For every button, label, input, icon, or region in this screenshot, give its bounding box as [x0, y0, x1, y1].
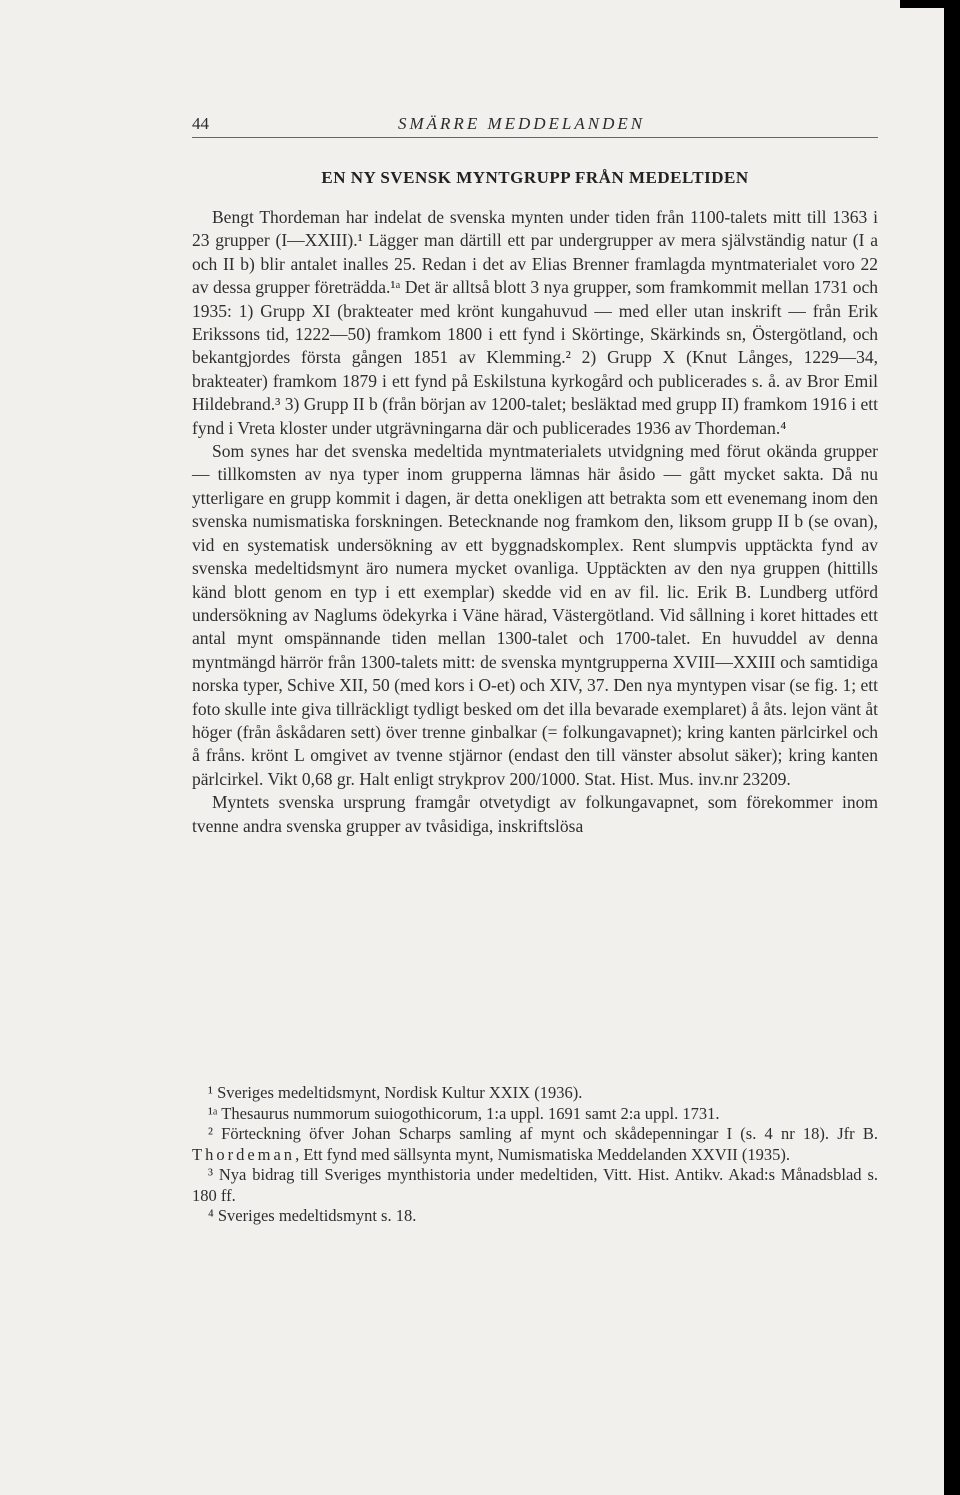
- scan-edge-top: [900, 0, 960, 8]
- footnote-2: [192, 1124, 878, 1165]
- footnote-1a: ¹ᵃ Thesaurus nummorum suiogothicorum, 1:a uppl. 1691 samt 2:a uppl. 1731.: [208, 1103, 720, 1123]
- footnote-2-text: ² Förteckning öfver Johan Scharps samling af mynt och skådepenningar I (s. 4 nr 18). Jfr B.: [208, 1124, 878, 1143]
- page-number: 44: [192, 114, 209, 133]
- article-body: [192, 206, 878, 838]
- article-title: EN NY SVENSK MYNTGRUPP FRÅN MEDELTIDEN: [321, 168, 749, 187]
- footnote-4: ⁴ Sveriges medeltidsmynt s. 18.: [208, 1206, 417, 1225]
- footnote-3: ³ Nya bidrag till Sveriges mynthistoria under medeltiden, Vitt. Hist. Antikv. Akad:s Månadsblad s. 180 ff.: [192, 1165, 878, 1205]
- footnotes: [192, 1083, 878, 1227]
- scan-edge-right: [944, 0, 960, 1495]
- paragraph: Som synes har det svenska medeltida myntmaterialets utvidgning med förut okända grupper — tillkomsten av nya typer inom grupperna lämnas här åsido — gått mycket sakta. Då nu ytterligare en grupp kommit i dagen, är detta onekligen att betrakta som ett evenemang inom den svenska numismatiska forskningen. Betecknande nog framkom den, liksom grupp II b (se ovan), vid en systematisk undersökning av ett byggnadskomplex. Rent slumpvis upptäckta fynd av svenska medeltidsmynt äro numera mycket ovanliga. Upptäckten av den nya gruppen (hittills känd blott genom en typ i ett exemplar) skedde vid en av fil. lic. Erik B. Lundberg utförd undersökning av Naglums ödekyrka i Väne härad, Västergötland. Vid sållning i koret hittades ett antal mynt omspännande tiden mellan 1300-talet och 1700-talet. En huvuddel av denna myntmängd härrör från 1300-talets mitt: de svenska myntgrupperna XVIII—XXIII och samtidiga norska typer, Schive XII, 50 (med kors i O-et) och XIV, 37. Den nya myntypen visar (se fig. 1; ett foto skulle inte giva tillräckligt tydligt besked om det illa bevarade exemplaret) å åts. lejon vänt åt höger (från åskådaren sett) över trenne ginbalkar (= folkungavapnet); kring kanten pärlcirkel och å fråns. krönt L omgivet av tvenne stjärnor (endast den till vänster absolut säker); kring kanten pärlcirkel. Vikt 0,68 gr. Halt enligt strykprov 200/1000. Stat. Hist. Mus. inv.nr 23209.: [192, 441, 878, 789]
- header-rule: [192, 137, 878, 138]
- footnote-2-author: Thordeman: [192, 1144, 296, 1164]
- running-title: SMÄRRE MEDDELANDEN: [398, 114, 646, 133]
- running-head: [192, 108, 878, 132]
- paragraph: Myntets svenska ursprung framgår otvetydigt av folkungavapnet, som förekommer inom tvenne andra svenska grupper av tvåsidiga, inskriftslösa: [192, 792, 878, 836]
- paragraph: Bengt Thordeman har indelat de svenska mynten under tiden från 1100-talets mitt till 1363 i 23 grupper (I—XXIII).¹ Lägger man därtill ett par undergrupper av mera självständig natur (I a och II b) blir antalet inalles 25. Redan i det av Elias Brenner framlagda myntmaterialet voro 22 av dessa grupper företrädda.¹ᵃ Det är alltså blott 3 nya grupper, som framkommit mellan 1731 och 1935: 1) Grupp XI (brakteater med krönt kungahuvud — med eller utan inskrift — från Erik Erikssons tid, 1222—50) framkom 1800 i ett fynd i Skörtinge, Skärkinds sn, Östergötland, och bekantgjordes första gången 1851 av Klemming.² 2) Grupp X (Knut Långes, 1229—34, brakteater) framkom 1879 i ett fynd på Eskilstuna kyrkogård och publicerades s. å. av Bror Emil Hildebrand.³ 3) Grupp II b (från början av 1200-talet; besläktad med grupp II) framkom 1916 i ett fynd i Vreta kloster under utgrävningarna där och publicerades 1936 av Thordeman.⁴: [192, 207, 878, 438]
- footnote-2-rest: , Ett fynd med sällsynta mynt, Numismatiska Meddelanden XXVII (1935).: [295, 1144, 790, 1164]
- footnote-1: ¹ Sveriges medeltidsmynt, Nordisk Kultur XXIX (1936).: [208, 1083, 583, 1102]
